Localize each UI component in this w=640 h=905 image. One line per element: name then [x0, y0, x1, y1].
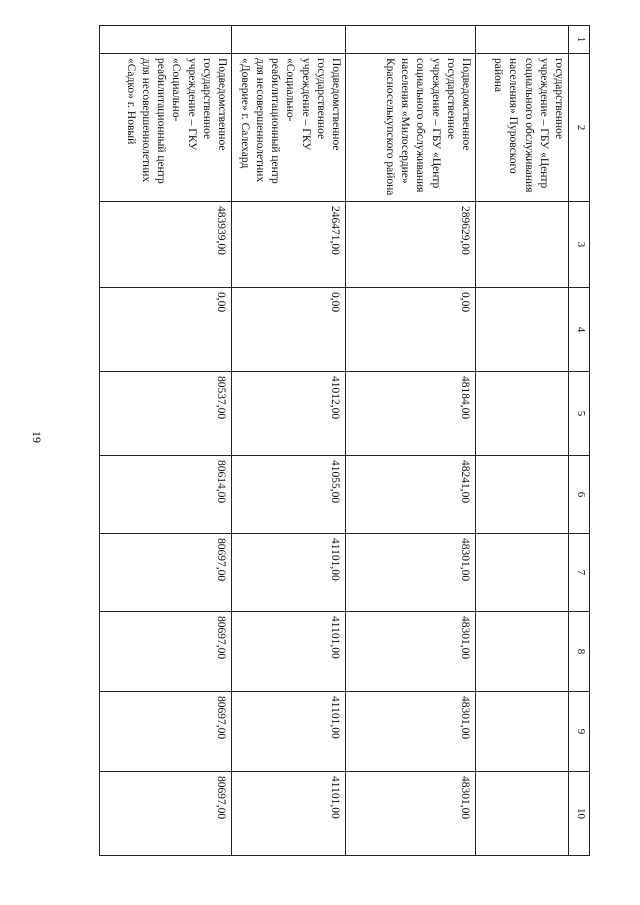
value-cell: 48301,00 — [346, 772, 476, 856]
value-cell — [476, 456, 569, 534]
value-cell: 48241,00 — [346, 456, 476, 534]
value-cell: 48301,00 — [346, 612, 476, 692]
table-row — [476, 26, 569, 856]
value-cell: 48301,00 — [346, 534, 476, 612]
value-cell: 80697,00 — [100, 612, 232, 692]
value-cell: 41012,00 — [232, 372, 346, 456]
value-cell: 41101,00 — [232, 534, 346, 612]
value-cell — [476, 534, 569, 612]
table-row — [232, 26, 346, 856]
column-header: 7 — [569, 534, 590, 612]
value-cell: 41101,00 — [232, 692, 346, 772]
value-cell: 48301,00 — [346, 692, 476, 772]
column-header: 10 — [569, 772, 590, 856]
column-header: 4 — [569, 288, 590, 372]
page-number: 19 — [30, 431, 44, 443]
value-cell: 80697,00 — [100, 772, 232, 856]
value-cell — [476, 288, 569, 372]
budget-table — [99, 25, 590, 856]
institution-name-cell: государственное учреждение – ГБУ «Центр социального обслуживания населения» Пуровского района — [476, 54, 569, 202]
value-cell — [476, 372, 569, 456]
institution-name-cell: Подведомственное государственное учреждение – ГКУ «Социально-реабилитационный центр для несовершеннолетних «Доверие» г. Салехард — [232, 54, 346, 202]
value-cell: 80537,00 — [100, 372, 232, 456]
column-header: 9 — [569, 692, 590, 772]
value-cell: 246471,00 — [232, 202, 346, 288]
value-cell: 289629,00 — [346, 202, 476, 288]
row-number-cell — [346, 26, 476, 54]
value-cell: 48184,00 — [346, 372, 476, 456]
value-cell: 80614,00 — [100, 456, 232, 534]
row-number-cell — [232, 26, 346, 54]
value-cell: 41055,00 — [232, 456, 346, 534]
row-number-cell — [476, 26, 569, 54]
column-header: 5 — [569, 372, 590, 456]
institution-name-cell: Подведомственное государственное учреждение – ГКУ «Социально-реабилитационный центр для несовершеннолетних «Садко» г. Новый — [100, 54, 232, 202]
institution-name-cell: Подведомственное государственное учреждение – ГБУ «Центр социального обслуживания населения «Милосердие» Красноселькупского района — [346, 54, 476, 202]
value-cell: 0,00 — [232, 288, 346, 372]
table-row — [346, 26, 476, 856]
column-header: 2 — [569, 54, 590, 202]
value-cell — [476, 202, 569, 288]
column-header: 3 — [569, 202, 590, 288]
value-cell — [476, 772, 569, 856]
header-row — [569, 26, 590, 856]
value-cell — [476, 612, 569, 692]
value-cell: 80697,00 — [100, 692, 232, 772]
column-header: 6 — [569, 456, 590, 534]
rotated-table-container — [65, 25, 590, 855]
row-number-cell — [100, 26, 232, 54]
table-row — [100, 26, 232, 856]
value-cell — [476, 692, 569, 772]
value-cell: 0,00 — [346, 288, 476, 372]
column-header: 1 — [569, 26, 590, 54]
value-cell: 41101,00 — [232, 612, 346, 692]
value-cell: 483939,00 — [100, 202, 232, 288]
value-cell: 41101,00 — [232, 772, 346, 856]
column-header: 8 — [569, 612, 590, 692]
value-cell: 80697,00 — [100, 534, 232, 612]
value-cell: 0,00 — [100, 288, 232, 372]
